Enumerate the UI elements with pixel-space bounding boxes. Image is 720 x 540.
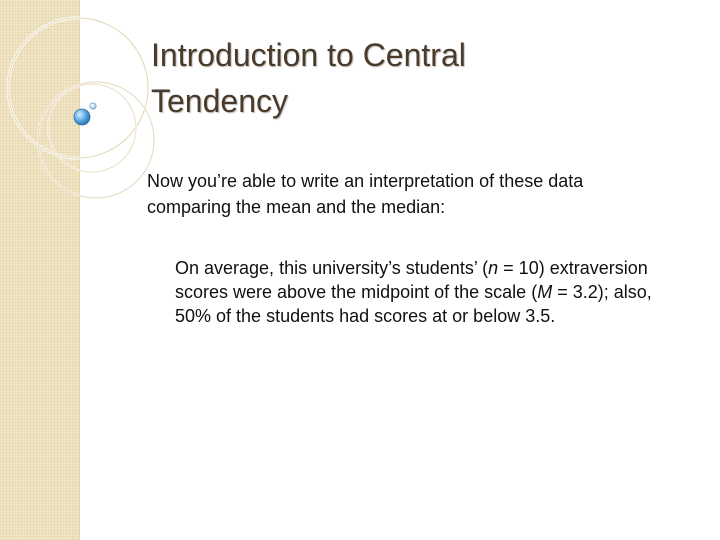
body-paragraph xyxy=(147,168,667,220)
n-symbol: n xyxy=(488,258,499,278)
title-line-1: Introduction to Central xyxy=(151,37,466,73)
quote-part-2: = 10) extraversion scores were above the midpoint of the scale ( xyxy=(175,258,648,302)
quote-part-3: = 3.2); also, 50% of the students had scores at or below 3.5. xyxy=(175,282,652,326)
quote-part-1: On average, this university’s students’ ( xyxy=(175,258,489,278)
blue-bubble-icon xyxy=(74,109,90,125)
body-line-2: comparing the mean and the median: xyxy=(147,197,446,217)
circle-ornament-icon xyxy=(0,0,160,220)
slide-title xyxy=(151,32,671,124)
body-line-1: Now you’re able to write an interpretation of these data xyxy=(147,171,584,191)
small-bubble-icon xyxy=(90,103,96,109)
m-symbol: M xyxy=(537,282,553,302)
interpretation-paragraph xyxy=(175,256,655,328)
title-line-2: Tendency xyxy=(151,83,288,119)
